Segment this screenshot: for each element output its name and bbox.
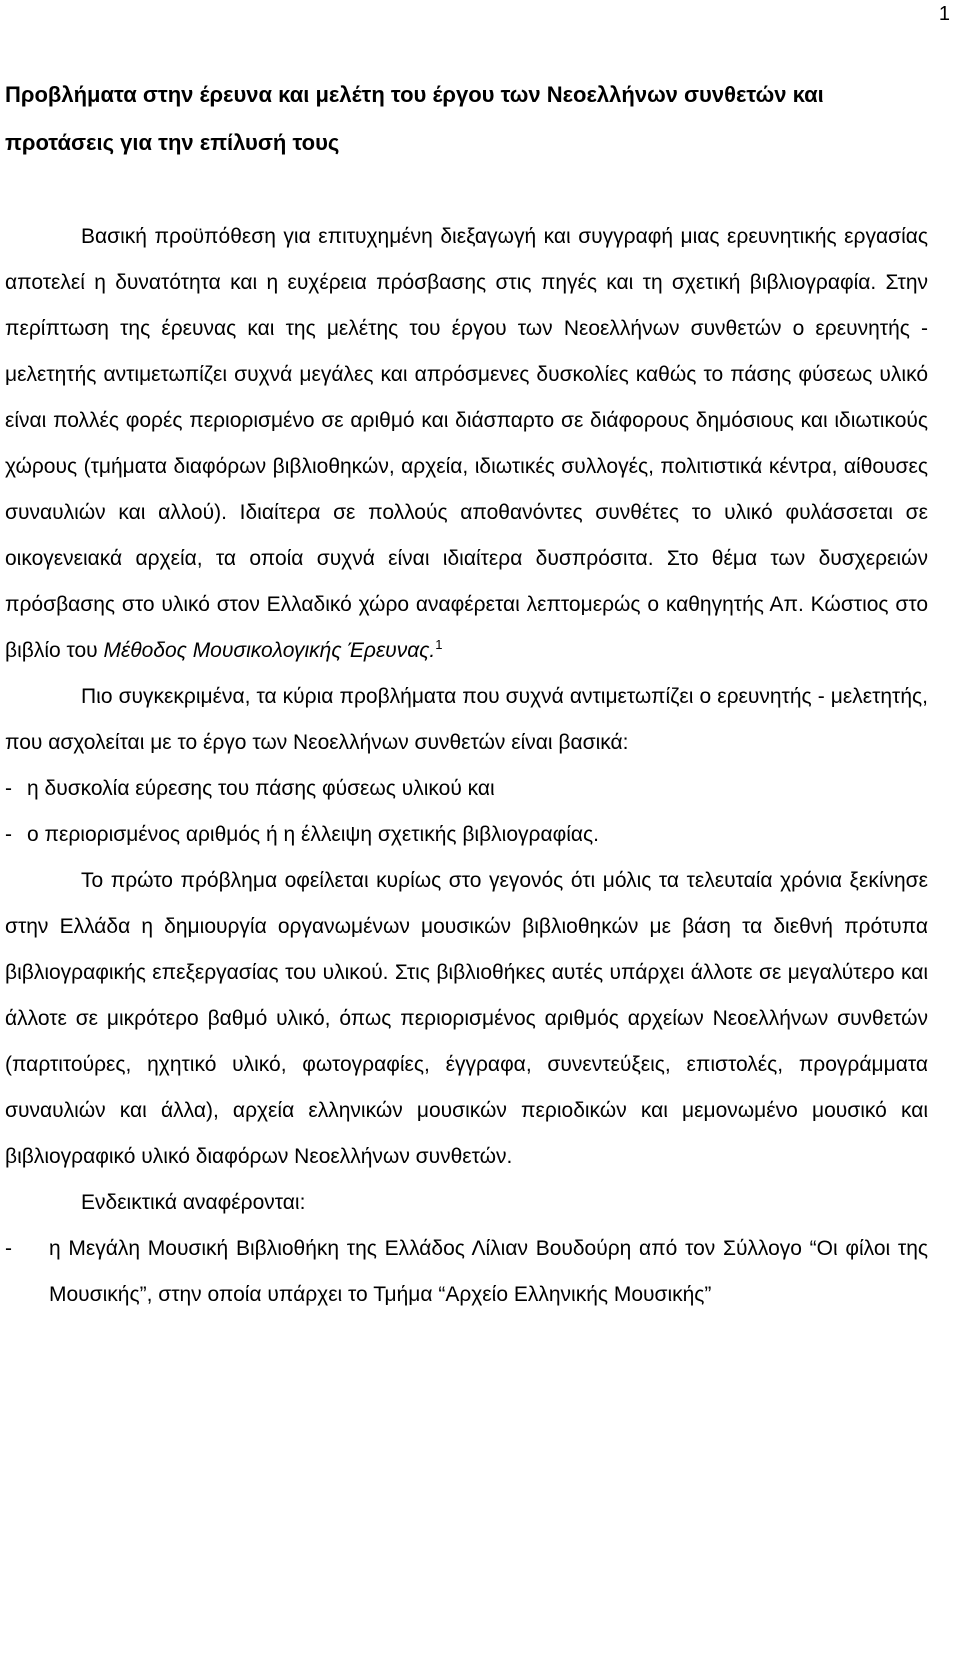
dash-marker: -: [5, 777, 12, 800]
book-title: Μέθοδος Μουσικολογικής Έρευνας.: [103, 639, 436, 662]
list-item-text: ο περιορισμένος αριθμός ή η έλλειψη σχετικής βιβλιογραφίας.: [27, 823, 599, 846]
paragraph-problems-intro: Πιο συγκεκριμένα, τα κύρια προβλήματα που συχνά αντιμετωπίζει ο ερευνητής - μελετητής, που ασχολείται με το έργο των Νεοελλήνων συνθετών είναι βασικά:: [5, 685, 928, 754]
paragraph-examples-intro: Ενδεικτικά αναφέρονται:: [81, 1191, 306, 1214]
list-item-text: η Μεγάλη Μουσική Βιβλιοθήκη της Ελλάδος Λίλιαν Βουδούρη από τον Σύλλογο “Οι φίλοι της Μουσικής”, στην οποία υπάρχει το Τμήμα “Αρχείο Ελληνικής Μουσικής”: [49, 1237, 928, 1306]
document-body: [5, 71, 928, 1318]
page-number: 1: [938, 3, 950, 25]
list-item: [5, 1226, 928, 1318]
document-title: Προβλήματα στην έρευνα και μελέτη του έργου των Νεοελλήνων συνθετών και προτάσεις για την επίλυσή τους: [5, 82, 824, 155]
list-item-text: η δυσκολία εύρεσης του πάσης φύσεως υλικού και: [27, 777, 495, 800]
problems-list: [5, 766, 928, 858]
dash-marker: -: [5, 823, 12, 846]
paragraph-first-problem: Το πρώτο πρόβλημα οφείλεται κυρίως στο γεγονός ότι μόλις τα τελευταία χρόνια ξεκίνησε στην Ελλάδα η δημιουργία οργανωμένων μουσικών βιβλιοθηκών με βάση τα διεθνή πρότυπα βιβλιογραφικής επεξεργασίας του υλικού. Στις βιβλιοθήκες αυτές υπάρχει άλλοτε σε μεγαλύτερο και άλλοτε σε μικρότερο βαθμό υλικό, όπως περιορισμένος αριθμός αρχείων Νεοελλήνων συνθετών (παρτιτούρες, ηχητικό υλικό, φωτογραφίες, έγγραφα, συνεντεύξεις, επιστολές, προγράμματα συναυλιών και άλλα), αρχεία ελληνικών μουσικών περιοδικών και μεμονωμένο μουσικό και βιβλιογραφικό υλικό διαφόρων Νεοελλήνων συνθετών.: [5, 869, 928, 1168]
paragraph-intro-text: Βασική προϋπόθεση για επιτυχημένη διεξαγωγή και συγγραφή μιας ερευνητικής εργασίας αποτελεί η δυνατότητα και η ευχέρεια πρόσβασης στις πηγές και τη σχετική βιβλιογραφία. Στην περίπτωση της έρευνας και της μελέτης του έργου των Νεοελλήνων συνθετών ο ερευνητής - μελετητής αντιμετωπίζει συχνά μεγάλες και απρόσμενες δυσκολίες καθώς το πάσης φύσεως υλικό είναι πολλές φορές περιορισμένο σε αριθμό και διάσπαρτο σε διάφορους δημόσιους και ιδιωτικούς χώρους (τμήματα διαφόρων βιβλιοθηκών, αρχεία, ιδιωτικές συλλογές, πολιτιστικά κέντρα, αίθουσες συναυλιών και αλλού). Ιδιαίτερα σε πολλούς αποθανόντες συνθέτες το υλικό φυλάσσεται σε οικογενειακά αρχεία, τα οποία συχνά είναι ιδιαίτερα δυσπρόσιτα. Στο θέμα των δυσχερειών πρόσβασης στο υλικό στον Ελλαδικό χώρο αναφέρεται λεπτομερώς ο καθηγητής Απ. Κώστιος στο βιβλίο του: [5, 225, 928, 662]
paragraph-intro: [5, 214, 928, 674]
dash-marker: -: [5, 1237, 12, 1260]
list-item: [5, 812, 928, 858]
footnote-marker: 1: [435, 637, 443, 652]
examples-list: [5, 1226, 928, 1318]
list-item: [5, 766, 928, 812]
